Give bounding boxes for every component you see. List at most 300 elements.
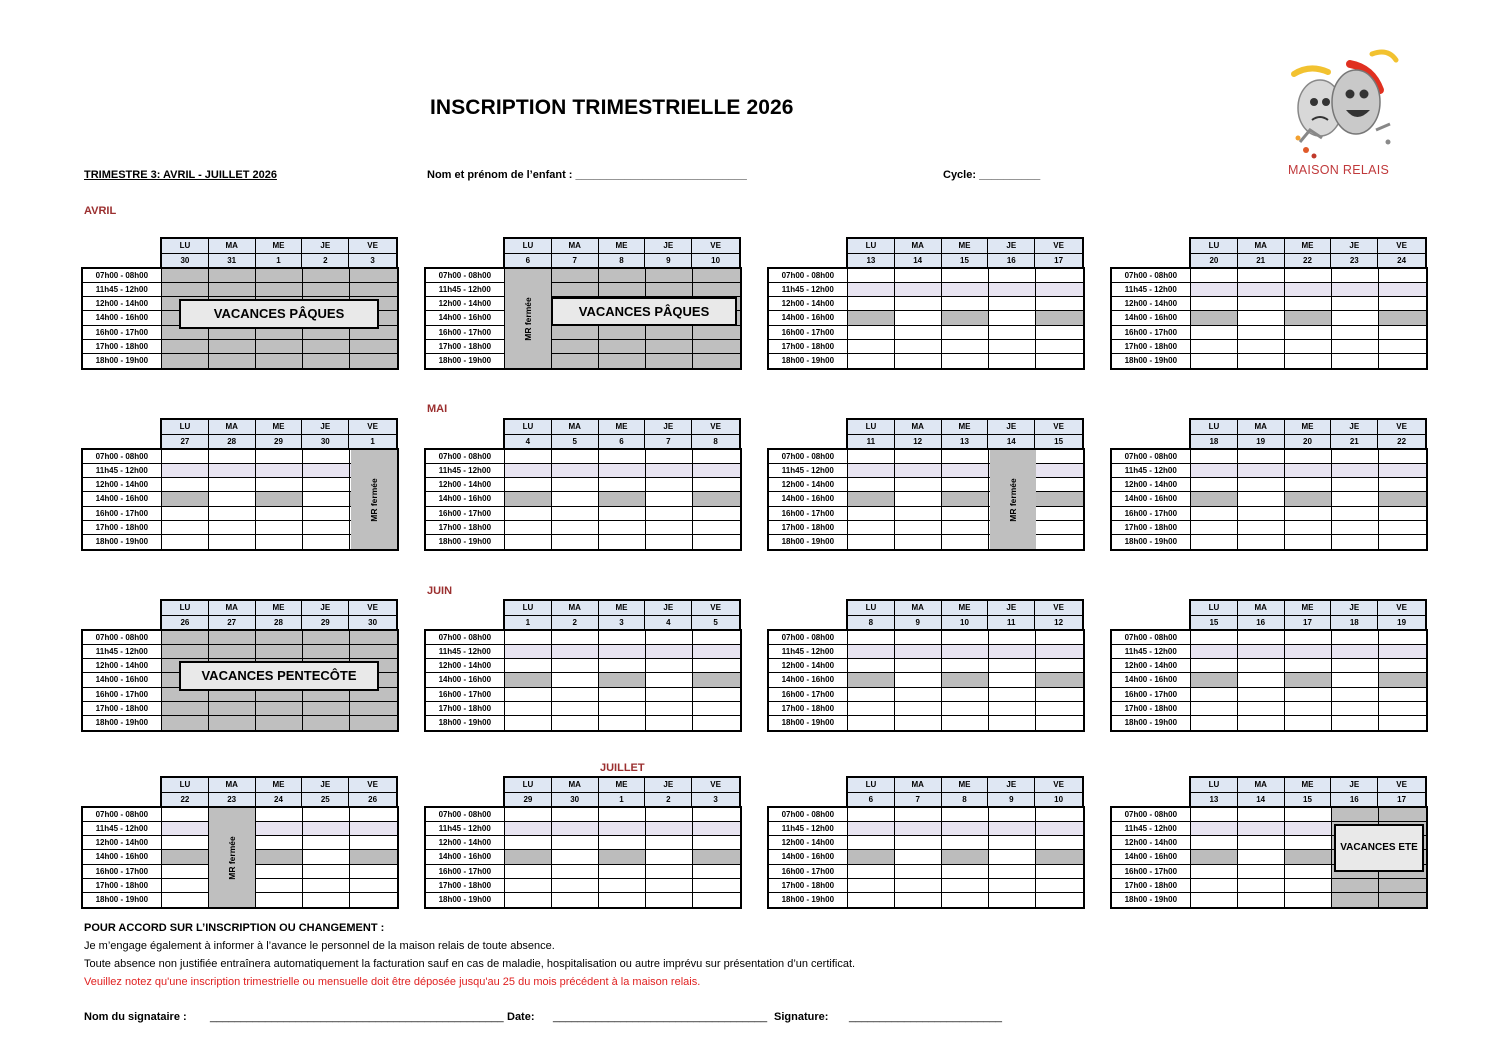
slot-checkbox-cell[interactable]	[1285, 507, 1332, 520]
slot-checkbox-cell[interactable]	[989, 879, 1036, 892]
slot-checkbox-cell[interactable]	[646, 492, 693, 505]
slot-checkbox-cell[interactable]	[693, 340, 740, 353]
slot-checkbox-cell[interactable]	[505, 659, 552, 672]
slot-checkbox-cell[interactable]	[552, 507, 599, 520]
slot-checkbox-cell[interactable]	[1191, 822, 1238, 835]
slot-checkbox-cell[interactable]	[599, 450, 646, 463]
slot-checkbox-cell[interactable]	[1379, 283, 1426, 296]
slot-checkbox-cell[interactable]	[1332, 354, 1379, 368]
slot-checkbox-cell[interactable]	[1238, 311, 1285, 324]
slot-checkbox-cell[interactable]	[599, 822, 646, 835]
slot-checkbox-cell[interactable]	[942, 478, 989, 491]
slot-checkbox-cell[interactable]	[1238, 283, 1285, 296]
slot-checkbox-cell[interactable]	[1238, 716, 1285, 730]
slot-checkbox-cell[interactable]	[599, 702, 646, 715]
slot-checkbox-cell[interactable]	[505, 865, 552, 878]
slot-checkbox-cell[interactable]	[848, 326, 895, 339]
slot-checkbox-cell[interactable]	[1285, 631, 1332, 644]
slot-checkbox-cell[interactable]	[646, 850, 693, 863]
slot-checkbox-cell[interactable]	[599, 631, 646, 644]
slot-checkbox-cell[interactable]	[942, 326, 989, 339]
slot-checkbox-cell[interactable]	[162, 716, 209, 730]
slot-checkbox-cell[interactable]	[1332, 645, 1379, 658]
slot-checkbox-cell[interactable]	[1238, 850, 1285, 863]
slot-checkbox-cell[interactable]	[895, 297, 942, 310]
slot-checkbox-cell[interactable]	[1238, 893, 1285, 907]
slot-checkbox-cell[interactable]	[162, 893, 209, 907]
slot-checkbox-cell[interactable]	[1238, 450, 1285, 463]
slot-checkbox-cell[interactable]	[1379, 535, 1426, 549]
slot-checkbox-cell[interactable]	[693, 507, 740, 520]
slot-checkbox-cell[interactable]	[646, 645, 693, 658]
slot-checkbox-cell[interactable]	[989, 865, 1036, 878]
slot-checkbox-cell[interactable]	[942, 808, 989, 821]
slot-checkbox-cell[interactable]	[1036, 879, 1083, 892]
slot-checkbox-cell[interactable]	[599, 645, 646, 658]
slot-checkbox-cell[interactable]	[209, 354, 256, 368]
slot-checkbox-cell[interactable]	[942, 521, 989, 534]
slot-checkbox-cell[interactable]	[989, 808, 1036, 821]
slot-checkbox-cell[interactable]	[599, 716, 646, 730]
slot-checkbox-cell[interactable]	[162, 850, 209, 863]
slot-checkbox-cell[interactable]	[942, 535, 989, 549]
slot-checkbox-cell[interactable]	[1379, 645, 1426, 658]
slot-checkbox-cell[interactable]	[1036, 492, 1083, 505]
slot-checkbox-cell[interactable]	[1379, 659, 1426, 672]
slot-checkbox-cell[interactable]	[162, 645, 209, 658]
slot-checkbox-cell[interactable]	[599, 464, 646, 477]
slot-checkbox-cell[interactable]	[942, 879, 989, 892]
slot-checkbox-cell[interactable]	[1191, 340, 1238, 353]
slot-checkbox-cell[interactable]	[895, 283, 942, 296]
slot-checkbox-cell[interactable]	[209, 507, 256, 520]
slot-checkbox-cell[interactable]	[942, 673, 989, 686]
slot-checkbox-cell[interactable]	[989, 283, 1036, 296]
slot-checkbox-cell[interactable]	[1332, 297, 1379, 310]
slot-checkbox-cell[interactable]	[989, 716, 1036, 730]
slot-checkbox-cell[interactable]	[505, 893, 552, 907]
slot-checkbox-cell[interactable]	[350, 283, 397, 296]
slot-checkbox-cell[interactable]	[303, 702, 350, 715]
slot-checkbox-cell[interactable]	[1379, 879, 1426, 892]
slot-checkbox-cell[interactable]	[895, 836, 942, 849]
slot-checkbox-cell[interactable]	[1191, 492, 1238, 505]
slot-checkbox-cell[interactable]	[693, 822, 740, 835]
child-name-field[interactable]: Nom et prénom de l’enfant : ____________________________	[427, 169, 747, 181]
slot-checkbox-cell[interactable]	[1379, 893, 1426, 907]
slot-checkbox-cell[interactable]	[303, 507, 350, 520]
slot-checkbox-cell[interactable]	[848, 645, 895, 658]
slot-checkbox-cell[interactable]	[1036, 631, 1083, 644]
slot-checkbox-cell[interactable]	[1238, 464, 1285, 477]
slot-checkbox-cell[interactable]	[552, 631, 599, 644]
slot-checkbox-cell[interactable]	[646, 521, 693, 534]
cycle-field[interactable]: Cycle: __________	[943, 169, 1041, 181]
slot-checkbox-cell[interactable]	[1036, 297, 1083, 310]
slot-checkbox-cell[interactable]	[303, 865, 350, 878]
slot-checkbox-cell[interactable]	[1379, 688, 1426, 701]
slot-checkbox-cell[interactable]	[693, 879, 740, 892]
slot-checkbox-cell[interactable]	[895, 850, 942, 863]
slot-checkbox-cell[interactable]	[989, 645, 1036, 658]
slot-checkbox-cell[interactable]	[256, 865, 303, 878]
slot-checkbox-cell[interactable]	[552, 269, 599, 282]
slot-checkbox-cell[interactable]	[350, 865, 397, 878]
slot-checkbox-cell[interactable]	[989, 688, 1036, 701]
slot-checkbox-cell[interactable]	[552, 702, 599, 715]
slot-checkbox-cell[interactable]	[646, 507, 693, 520]
slot-checkbox-cell[interactable]	[1036, 464, 1083, 477]
slot-checkbox-cell[interactable]	[989, 702, 1036, 715]
slot-checkbox-cell[interactable]	[1036, 326, 1083, 339]
slot-checkbox-cell[interactable]	[895, 478, 942, 491]
slot-checkbox-cell[interactable]	[1036, 521, 1083, 534]
slot-checkbox-cell[interactable]	[989, 822, 1036, 835]
slot-checkbox-cell[interactable]	[1191, 716, 1238, 730]
slot-checkbox-cell[interactable]	[350, 808, 397, 821]
slot-checkbox-cell[interactable]	[1036, 893, 1083, 907]
slot-checkbox-cell[interactable]	[303, 631, 350, 644]
slot-checkbox-cell[interactable]	[1036, 283, 1083, 296]
slot-checkbox-cell[interactable]	[895, 702, 942, 715]
slot-checkbox-cell[interactable]	[1379, 631, 1426, 644]
slot-checkbox-cell[interactable]	[895, 521, 942, 534]
slot-checkbox-cell[interactable]	[942, 283, 989, 296]
slot-checkbox-cell[interactable]	[162, 464, 209, 477]
slot-checkbox-cell[interactable]	[895, 879, 942, 892]
slot-checkbox-cell[interactable]	[646, 808, 693, 821]
slot-checkbox-cell[interactable]	[256, 893, 303, 907]
slot-checkbox-cell[interactable]	[895, 716, 942, 730]
slot-checkbox-cell[interactable]	[942, 450, 989, 463]
slot-checkbox-cell[interactable]	[1285, 879, 1332, 892]
slot-checkbox-cell[interactable]	[989, 340, 1036, 353]
slot-checkbox-cell[interactable]	[1238, 340, 1285, 353]
slot-checkbox-cell[interactable]	[1379, 673, 1426, 686]
slot-checkbox-cell[interactable]	[303, 269, 350, 282]
slot-checkbox-cell[interactable]	[942, 716, 989, 730]
slot-checkbox-cell[interactable]	[1285, 688, 1332, 701]
slot-checkbox-cell[interactable]	[693, 808, 740, 821]
slot-checkbox-cell[interactable]	[209, 645, 256, 658]
slot-checkbox-cell[interactable]	[646, 879, 693, 892]
slot-checkbox-cell[interactable]	[989, 354, 1036, 368]
slot-checkbox-cell[interactable]	[646, 535, 693, 549]
slot-checkbox-cell[interactable]	[895, 645, 942, 658]
slot-checkbox-cell[interactable]	[989, 673, 1036, 686]
slot-checkbox-cell[interactable]	[693, 716, 740, 730]
slot-checkbox-cell[interactable]	[895, 492, 942, 505]
slot-checkbox-cell[interactable]	[350, 850, 397, 863]
slot-checkbox-cell[interactable]	[1285, 659, 1332, 672]
slot-checkbox-cell[interactable]	[989, 631, 1036, 644]
slot-checkbox-cell[interactable]	[1285, 269, 1332, 282]
slot-checkbox-cell[interactable]	[552, 478, 599, 491]
slot-checkbox-cell[interactable]	[552, 822, 599, 835]
slot-checkbox-cell[interactable]	[256, 808, 303, 821]
slot-checkbox-cell[interactable]	[599, 354, 646, 368]
slot-checkbox-cell[interactable]	[895, 865, 942, 878]
slot-checkbox-cell[interactable]	[942, 893, 989, 907]
slot-checkbox-cell[interactable]	[505, 879, 552, 892]
slot-checkbox-cell[interactable]	[1191, 283, 1238, 296]
slot-checkbox-cell[interactable]	[1191, 659, 1238, 672]
slot-checkbox-cell[interactable]	[942, 865, 989, 878]
slot-checkbox-cell[interactable]	[942, 311, 989, 324]
slot-checkbox-cell[interactable]	[1036, 311, 1083, 324]
slot-checkbox-cell[interactable]	[989, 311, 1036, 324]
slot-checkbox-cell[interactable]	[1238, 673, 1285, 686]
slot-checkbox-cell[interactable]	[646, 893, 693, 907]
slot-checkbox-cell[interactable]	[848, 865, 895, 878]
slot-checkbox-cell[interactable]	[1238, 688, 1285, 701]
slot-checkbox-cell[interactable]	[552, 673, 599, 686]
slot-checkbox-cell[interactable]	[1238, 659, 1285, 672]
slot-checkbox-cell[interactable]	[693, 535, 740, 549]
slot-checkbox-cell[interactable]	[646, 478, 693, 491]
slot-checkbox-cell[interactable]	[505, 492, 552, 505]
slot-checkbox-cell[interactable]	[1191, 326, 1238, 339]
slot-checkbox-cell[interactable]	[552, 879, 599, 892]
slot-checkbox-cell[interactable]	[256, 340, 303, 353]
slot-checkbox-cell[interactable]	[1036, 673, 1083, 686]
slot-checkbox-cell[interactable]	[209, 492, 256, 505]
slot-checkbox-cell[interactable]	[599, 688, 646, 701]
slot-checkbox-cell[interactable]	[1332, 311, 1379, 324]
slot-checkbox-cell[interactable]	[256, 269, 303, 282]
slot-checkbox-cell[interactable]	[1036, 659, 1083, 672]
slot-checkbox-cell[interactable]	[505, 808, 552, 821]
slot-checkbox-cell[interactable]	[646, 822, 693, 835]
slot-checkbox-cell[interactable]	[895, 535, 942, 549]
slot-checkbox-cell[interactable]	[162, 521, 209, 534]
slot-checkbox-cell[interactable]	[209, 464, 256, 477]
slot-checkbox-cell[interactable]	[303, 340, 350, 353]
slot-checkbox-cell[interactable]	[256, 492, 303, 505]
slot-checkbox-cell[interactable]	[1332, 492, 1379, 505]
slot-checkbox-cell[interactable]	[599, 521, 646, 534]
slot-checkbox-cell[interactable]	[848, 492, 895, 505]
slot-checkbox-cell[interactable]	[1191, 478, 1238, 491]
slot-checkbox-cell[interactable]	[256, 822, 303, 835]
slot-checkbox-cell[interactable]	[693, 450, 740, 463]
slot-checkbox-cell[interactable]	[1191, 297, 1238, 310]
slot-checkbox-cell[interactable]	[1285, 283, 1332, 296]
slot-checkbox-cell[interactable]	[599, 879, 646, 892]
slot-checkbox-cell[interactable]	[505, 535, 552, 549]
slot-checkbox-cell[interactable]	[162, 702, 209, 715]
slot-checkbox-cell[interactable]	[1191, 836, 1238, 849]
slot-checkbox-cell[interactable]	[895, 893, 942, 907]
slot-checkbox-cell[interactable]	[1285, 492, 1332, 505]
slot-checkbox-cell[interactable]	[1036, 850, 1083, 863]
slot-checkbox-cell[interactable]	[1191, 450, 1238, 463]
slot-checkbox-cell[interactable]	[646, 269, 693, 282]
slot-checkbox-cell[interactable]	[1285, 893, 1332, 907]
slot-checkbox-cell[interactable]	[942, 464, 989, 477]
slot-checkbox-cell[interactable]	[1238, 822, 1285, 835]
slot-checkbox-cell[interactable]	[256, 716, 303, 730]
slot-checkbox-cell[interactable]	[350, 354, 397, 368]
slot-checkbox-cell[interactable]	[1332, 808, 1379, 821]
slot-checkbox-cell[interactable]	[303, 283, 350, 296]
slot-checkbox-cell[interactable]	[1238, 269, 1285, 282]
slot-checkbox-cell[interactable]	[1238, 478, 1285, 491]
slot-checkbox-cell[interactable]	[646, 659, 693, 672]
slot-checkbox-cell[interactable]	[848, 535, 895, 549]
slot-checkbox-cell[interactable]	[162, 631, 209, 644]
slot-checkbox-cell[interactable]	[256, 478, 303, 491]
slot-checkbox-cell[interactable]	[303, 850, 350, 863]
slot-checkbox-cell[interactable]	[552, 836, 599, 849]
slot-checkbox-cell[interactable]	[942, 850, 989, 863]
slot-checkbox-cell[interactable]	[1332, 702, 1379, 715]
slot-checkbox-cell[interactable]	[162, 340, 209, 353]
slot-checkbox-cell[interactable]	[693, 673, 740, 686]
slot-checkbox-cell[interactable]	[1036, 478, 1083, 491]
slot-checkbox-cell[interactable]	[256, 702, 303, 715]
slot-checkbox-cell[interactable]	[848, 716, 895, 730]
slot-checkbox-cell[interactable]	[848, 836, 895, 849]
slot-checkbox-cell[interactable]	[1036, 808, 1083, 821]
slot-checkbox-cell[interactable]	[1332, 688, 1379, 701]
slot-checkbox-cell[interactable]	[895, 340, 942, 353]
slot-checkbox-cell[interactable]	[1238, 879, 1285, 892]
slot-checkbox-cell[interactable]	[942, 822, 989, 835]
slot-checkbox-cell[interactable]	[1285, 340, 1332, 353]
slot-checkbox-cell[interactable]	[646, 326, 693, 339]
slot-checkbox-cell[interactable]	[848, 297, 895, 310]
slot-checkbox-cell[interactable]	[848, 478, 895, 491]
slot-checkbox-cell[interactable]	[1191, 507, 1238, 520]
slot-checkbox-cell[interactable]	[162, 808, 209, 821]
slot-checkbox-cell[interactable]	[162, 535, 209, 549]
slot-checkbox-cell[interactable]	[646, 688, 693, 701]
slot-checkbox-cell[interactable]	[350, 340, 397, 353]
slot-checkbox-cell[interactable]	[256, 464, 303, 477]
slot-checkbox-cell[interactable]	[1238, 865, 1285, 878]
slot-checkbox-cell[interactable]	[505, 631, 552, 644]
slot-checkbox-cell[interactable]	[1238, 535, 1285, 549]
slot-checkbox-cell[interactable]	[1285, 822, 1332, 835]
slot-checkbox-cell[interactable]	[1191, 673, 1238, 686]
slot-checkbox-cell[interactable]	[162, 836, 209, 849]
slot-checkbox-cell[interactable]	[848, 354, 895, 368]
slot-checkbox-cell[interactable]	[209, 702, 256, 715]
slot-checkbox-cell[interactable]	[895, 631, 942, 644]
slot-checkbox-cell[interactable]	[848, 702, 895, 715]
slot-checkbox-cell[interactable]	[1285, 478, 1332, 491]
slot-checkbox-cell[interactable]	[1191, 645, 1238, 658]
slot-checkbox-cell[interactable]	[1238, 354, 1285, 368]
slot-checkbox-cell[interactable]	[942, 340, 989, 353]
slot-checkbox-cell[interactable]	[1191, 808, 1238, 821]
slot-checkbox-cell[interactable]	[1332, 283, 1379, 296]
slot-checkbox-cell[interactable]	[256, 631, 303, 644]
slot-checkbox-cell[interactable]	[599, 269, 646, 282]
slot-checkbox-cell[interactable]	[942, 631, 989, 644]
slot-checkbox-cell[interactable]	[1332, 326, 1379, 339]
slot-checkbox-cell[interactable]	[505, 850, 552, 863]
slot-checkbox-cell[interactable]	[256, 535, 303, 549]
slot-checkbox-cell[interactable]	[505, 836, 552, 849]
slot-checkbox-cell[interactable]	[505, 450, 552, 463]
slot-checkbox-cell[interactable]	[505, 716, 552, 730]
slot-checkbox-cell[interactable]	[505, 673, 552, 686]
slot-checkbox-cell[interactable]	[1036, 836, 1083, 849]
slot-checkbox-cell[interactable]	[646, 836, 693, 849]
slot-checkbox-cell[interactable]	[505, 822, 552, 835]
slot-checkbox-cell[interactable]	[1379, 340, 1426, 353]
slot-checkbox-cell[interactable]	[895, 822, 942, 835]
slot-checkbox-cell[interactable]	[1332, 893, 1379, 907]
slot-checkbox-cell[interactable]	[1036, 340, 1083, 353]
slot-checkbox-cell[interactable]	[693, 688, 740, 701]
slot-checkbox-cell[interactable]	[256, 354, 303, 368]
slot-checkbox-cell[interactable]	[1036, 688, 1083, 701]
slot-checkbox-cell[interactable]	[599, 673, 646, 686]
date-field[interactable]: ___________________________________	[553, 1011, 768, 1023]
slot-checkbox-cell[interactable]	[599, 893, 646, 907]
slot-checkbox-cell[interactable]	[1191, 893, 1238, 907]
slot-checkbox-cell[interactable]	[1379, 521, 1426, 534]
slot-checkbox-cell[interactable]	[162, 269, 209, 282]
slot-checkbox-cell[interactable]	[303, 450, 350, 463]
slot-checkbox-cell[interactable]	[303, 478, 350, 491]
slot-checkbox-cell[interactable]	[209, 340, 256, 353]
slot-checkbox-cell[interactable]	[646, 865, 693, 878]
slot-checkbox-cell[interactable]	[1285, 702, 1332, 715]
slot-checkbox-cell[interactable]	[942, 507, 989, 520]
slot-checkbox-cell[interactable]	[552, 716, 599, 730]
slot-checkbox-cell[interactable]	[162, 492, 209, 505]
slot-checkbox-cell[interactable]	[1379, 702, 1426, 715]
slot-checkbox-cell[interactable]	[256, 836, 303, 849]
slot-checkbox-cell[interactable]	[848, 464, 895, 477]
slot-checkbox-cell[interactable]	[350, 716, 397, 730]
slot-checkbox-cell[interactable]	[256, 507, 303, 520]
slot-checkbox-cell[interactable]	[895, 354, 942, 368]
slot-checkbox-cell[interactable]	[162, 879, 209, 892]
slot-checkbox-cell[interactable]	[1285, 535, 1332, 549]
slot-checkbox-cell[interactable]	[895, 673, 942, 686]
slot-checkbox-cell[interactable]	[895, 808, 942, 821]
slot-checkbox-cell[interactable]	[848, 688, 895, 701]
slot-checkbox-cell[interactable]	[162, 507, 209, 520]
slot-checkbox-cell[interactable]	[162, 450, 209, 463]
slot-checkbox-cell[interactable]	[848, 311, 895, 324]
slot-checkbox-cell[interactable]	[942, 688, 989, 701]
slot-checkbox-cell[interactable]	[303, 822, 350, 835]
slot-checkbox-cell[interactable]	[1238, 507, 1285, 520]
slot-checkbox-cell[interactable]	[693, 326, 740, 339]
slot-checkbox-cell[interactable]	[350, 836, 397, 849]
slot-checkbox-cell[interactable]	[942, 297, 989, 310]
slot-checkbox-cell[interactable]	[1332, 478, 1379, 491]
slot-checkbox-cell[interactable]	[693, 492, 740, 505]
slot-checkbox-cell[interactable]	[646, 631, 693, 644]
slot-checkbox-cell[interactable]	[1191, 354, 1238, 368]
slot-checkbox-cell[interactable]	[552, 340, 599, 353]
slot-checkbox-cell[interactable]	[1379, 478, 1426, 491]
slot-checkbox-cell[interactable]	[989, 893, 1036, 907]
slot-checkbox-cell[interactable]	[848, 879, 895, 892]
slot-checkbox-cell[interactable]	[1191, 865, 1238, 878]
slot-checkbox-cell[interactable]	[1191, 688, 1238, 701]
slot-checkbox-cell[interactable]	[1285, 521, 1332, 534]
signatory-name-field[interactable]: ________________________________________________	[210, 1011, 504, 1023]
slot-checkbox-cell[interactable]	[599, 326, 646, 339]
